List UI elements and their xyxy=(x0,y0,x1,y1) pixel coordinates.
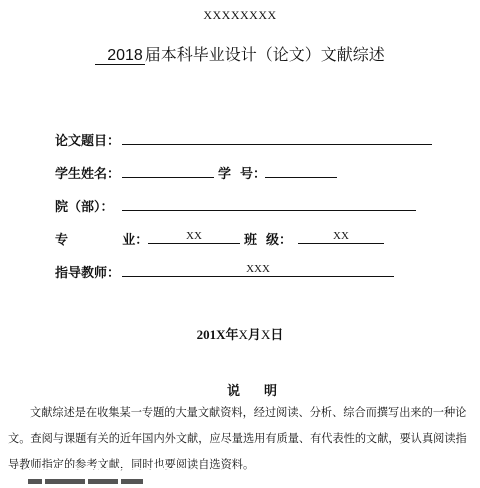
document-code: XXXXXXXX xyxy=(203,8,277,22)
student-id-field[interactable] xyxy=(265,163,337,178)
cut-off-text-line xyxy=(28,468,188,483)
department-label: 院（部）： xyxy=(55,200,114,215)
title-text: 届本科毕业设计（论文）文献综述 xyxy=(144,45,385,64)
major-label: 专 业： xyxy=(55,233,149,248)
student-name-field[interactable] xyxy=(122,163,214,178)
major-value: XX xyxy=(186,230,202,242)
title-year: 2018 xyxy=(95,47,145,65)
student-id-label: 学 号： xyxy=(218,167,267,182)
major-field[interactable] xyxy=(148,229,240,244)
thesis-title-label: 论文题目： xyxy=(55,134,121,149)
body-paragraph: 文献综述是在收集某一专题的大量文献资料，经过阅读、分析、综合而撰写出来的一种论文。查阅与课题有关的近年国内外文献，应尽量选用有质量、有代表性的文献，要认真阅读指导教师指定的参考文献，同时也要阅读自选资料。 xyxy=(8,406,467,471)
class-field[interactable] xyxy=(298,229,384,244)
document-date xyxy=(0,324,480,343)
class-value: XX xyxy=(333,230,349,242)
thesis-title-field[interactable] xyxy=(122,130,432,145)
department-field[interactable] xyxy=(122,196,416,211)
advisor-field[interactable] xyxy=(122,262,394,277)
date-month: X xyxy=(238,327,248,342)
class-label: 班 级： xyxy=(244,233,293,248)
document-title xyxy=(0,42,480,65)
date-day-unit: 日 xyxy=(270,327,284,342)
date-month-unit: 月 xyxy=(247,327,261,342)
advisor-value: XXX xyxy=(246,263,270,275)
section-heading: 说明 xyxy=(226,384,301,399)
advisor-label: 指导教师： xyxy=(55,266,121,281)
date-day: X xyxy=(260,327,271,342)
date-year: 201X年 xyxy=(196,327,239,342)
student-name-label: 学生姓名： xyxy=(55,167,121,182)
